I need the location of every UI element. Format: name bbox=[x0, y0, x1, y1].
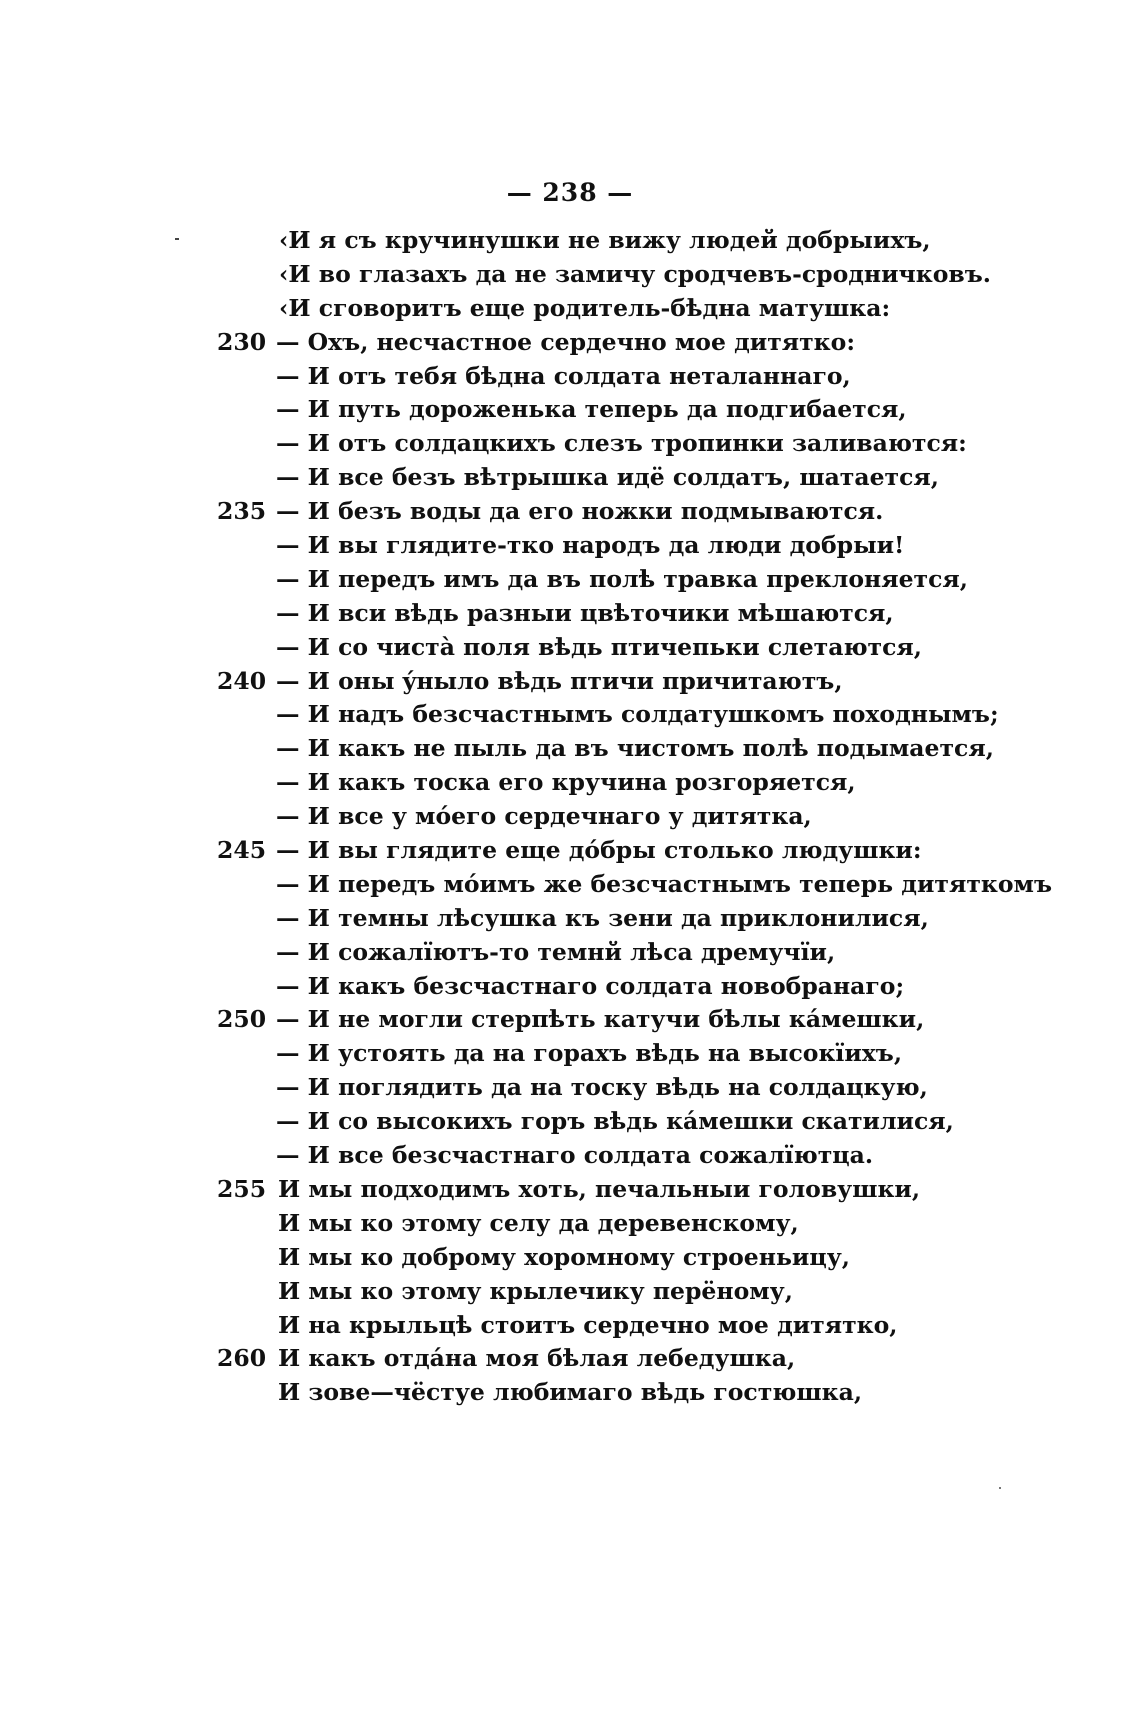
line-text: — И вы глядите еще дóбры столько людушки: bbox=[276, 836, 922, 865]
poem-line bbox=[0, 1173, 1140, 1207]
poem-line bbox=[0, 732, 1140, 766]
line-text: И какъ отдáна моя бѣлая лебедушка, bbox=[278, 1344, 796, 1373]
line-text: ‹И сговоритъ еще родитель-бѣдна матушка: bbox=[279, 293, 891, 322]
line-number: 245 bbox=[217, 836, 267, 865]
line-text: — И вси вѣдь разныи цвѣточики мѣшаются, bbox=[276, 598, 894, 627]
line-text: И мы ко доброму хоромному строеньицу, bbox=[278, 1242, 850, 1271]
line-text: И зове—чёстуе любимаго вѣдь гостюшка, bbox=[278, 1378, 863, 1407]
line-text: — И поглядить да на тоску вѣдь на солдацкую, bbox=[276, 1073, 928, 1102]
line-text: — И все безъ вѣтрышка идё солдатъ, шатается, bbox=[276, 463, 939, 492]
line-text: — Охъ, несчастное сердечно мое дитятко: bbox=[276, 327, 855, 356]
poem-line bbox=[0, 868, 1140, 902]
poem-line bbox=[0, 902, 1140, 936]
poem-line bbox=[0, 1003, 1140, 1037]
line-text: — И со чистà поля вѣдь птичепьки слетаются, bbox=[276, 632, 922, 661]
poem-line bbox=[0, 258, 1140, 292]
line-number: 250 bbox=[217, 1005, 267, 1034]
poem-line bbox=[0, 427, 1140, 461]
poem-line bbox=[0, 563, 1140, 597]
poem-line bbox=[0, 393, 1140, 427]
poem-line bbox=[0, 1309, 1140, 1343]
line-text: И мы подходимъ хоть, печальныи головушки, bbox=[278, 1174, 921, 1203]
line-text: — И темны лѣсушка къ зени да приклонилися, bbox=[276, 903, 929, 932]
poem-line bbox=[0, 529, 1140, 563]
poem-line bbox=[0, 1071, 1140, 1105]
line-text: — И все у мóего сердечнаго у дитятка, bbox=[276, 802, 812, 831]
poem-line bbox=[0, 1037, 1140, 1071]
line-text: — И какъ тоска его кручина розгоряется, bbox=[276, 768, 856, 797]
poem-line bbox=[0, 495, 1140, 529]
line-text: — И надъ безсчастнымъ солдатушкомъ походнымъ; bbox=[276, 700, 999, 729]
line-text: — И безъ воды да его ножки подмываются. bbox=[276, 497, 884, 526]
poem-line bbox=[0, 698, 1140, 732]
line-text: — И какъ безсчастнаго солдата новобранаго; bbox=[276, 971, 905, 1000]
poem-line bbox=[0, 1139, 1140, 1173]
line-number: 240 bbox=[217, 666, 267, 695]
line-text: — И путь дороженька теперь да подгибается, bbox=[276, 395, 907, 424]
line-text: — И передъ имъ да въ полѣ травка преклоняется, bbox=[276, 564, 968, 593]
poem-text bbox=[0, 224, 1140, 1410]
line-text: ‹И я съ кручинушки не вижу людей добрыихъ, bbox=[279, 226, 931, 254]
poem-line bbox=[0, 1105, 1140, 1139]
poem-line bbox=[0, 326, 1140, 360]
line-text: — И передъ мóимъ же безсчастнымъ теперь дитяткомъ bbox=[276, 869, 1052, 898]
poem-line bbox=[0, 360, 1140, 394]
line-text: ‹И во глазахъ да не замичу сродчевъ-сродничковъ. bbox=[279, 259, 991, 288]
line-text: — И вы глядите-тко народъ да люди добрыи! bbox=[276, 531, 905, 560]
poem-line bbox=[0, 834, 1140, 868]
line-text: И на крыльцѣ стоитъ сердечно мое дитятко, bbox=[278, 1310, 898, 1339]
line-text: — И устоять да на горахъ вѣдь на высокїихъ, bbox=[276, 1039, 903, 1068]
line-text: — И оны ýныло вѣдь птичи причитаютъ, bbox=[276, 666, 843, 695]
poem-line bbox=[0, 800, 1140, 834]
poem-line bbox=[0, 1207, 1140, 1241]
poem-line bbox=[0, 1376, 1140, 1410]
poem-line bbox=[0, 1342, 1140, 1376]
paper-speck bbox=[999, 1487, 1001, 1489]
line-text: И мы ко этому селу да деревенскому, bbox=[278, 1208, 799, 1237]
poem-line bbox=[0, 936, 1140, 970]
line-number: 255 bbox=[217, 1174, 267, 1203]
poem-line bbox=[0, 1241, 1140, 1275]
poem-line bbox=[0, 461, 1140, 495]
poem-line bbox=[0, 597, 1140, 631]
poem-line bbox=[0, 665, 1140, 699]
line-number: 235 bbox=[217, 497, 267, 526]
line-text: — И сожалїютъ-то темнй лѣса дремучїи, bbox=[276, 937, 836, 966]
line-text: И мы ко этому крылечику перёному, bbox=[278, 1276, 793, 1305]
poem-line bbox=[0, 631, 1140, 665]
line-text: — И отъ тебя бѣдна солдата неталаннаго, bbox=[276, 361, 851, 390]
poem-line bbox=[0, 1275, 1140, 1309]
poem-line bbox=[0, 292, 1140, 326]
line-text: — И все безсчастнаго солдата сожалїютца. bbox=[276, 1141, 874, 1170]
line-number: 260 bbox=[217, 1344, 267, 1373]
page-number: — 238 — bbox=[506, 178, 634, 207]
line-text: — И какъ не пыль да въ чистомъ полѣ подымается, bbox=[276, 734, 994, 763]
line-text: — И отъ солдацкихъ слезъ тропинки заливаются: bbox=[276, 429, 967, 458]
poem-line bbox=[0, 970, 1140, 1004]
poem-line bbox=[0, 766, 1140, 800]
line-text: — И не могли стерпѣть катучи бѣлы кáмешки, bbox=[276, 1005, 925, 1034]
line-number: 230 bbox=[217, 327, 267, 356]
poem-line bbox=[0, 224, 1140, 258]
line-text: — И со высокихъ горъ вѣдь кáмешки скатилися, bbox=[276, 1107, 954, 1136]
